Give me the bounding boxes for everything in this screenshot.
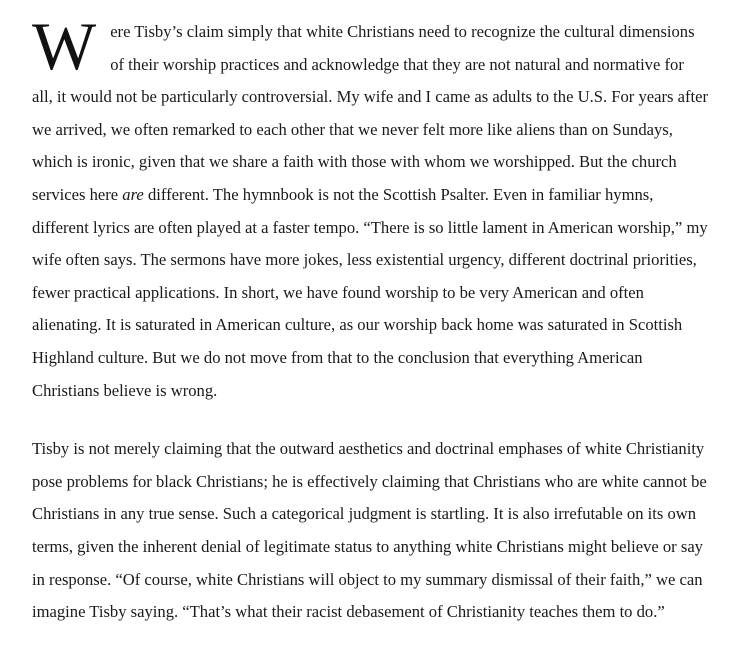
- article-paragraph-2: [32, 433, 708, 629]
- drop-cap: W: [32, 8, 97, 84]
- paragraph-1-text-b: different. The hymnbook is not the Scottish Psalter. Even in familiar hymns, different lyrics are often played at a faster tempo. “There is so little lament in American worship,” my wife often says. The sermons have more jokes, less existential urgency, different doctrinal priorities, fewer practical applications. In short, we have found worship to be very American and often alienating. It is saturated in American culture, as our worship back home was saturated in Scottish Highland culture. But we do not move from that to the conclusion that everything American Christians believe is wrong.: [32, 184, 708, 400]
- article-paragraph-1: [32, 8, 709, 407]
- paragraph-2-text: Tisby is not merely claiming that the outward aesthetics and doctrinal emphases of white Christianity pose problems for black Christians; he is effectively claiming that Christians who are white cannot be Christians in any true sense. Such a categorical judgment is startling. It is also irrefutable on its own terms, given the inherent denial of legitimate status to anything white Christians might believe or say in response. “Of course, white Christians will object to my summary dismissal of their faith,” we can imagine Tisby saying. “That’s what their racist debasement of Christianity teaches them to do.”: [32, 439, 707, 622]
- paragraph-1-text-a: ere Tisby’s claim simply that white Christians need to recognize the cultural dimensions of their worship practices and acknowledge that they are not natural and normative for all, it would not be particularly controversial. My wife and I came as adults to the U.S. For years after we arrived, we often remarked to each other that we never felt more like aliens than on Sundays, which is ironic, given that we share a faith with those with whom we worshipped. But the church services here: [32, 22, 709, 204]
- article-body: [32, 8, 709, 629]
- paragraph-1-emphasis: are: [122, 184, 144, 204]
